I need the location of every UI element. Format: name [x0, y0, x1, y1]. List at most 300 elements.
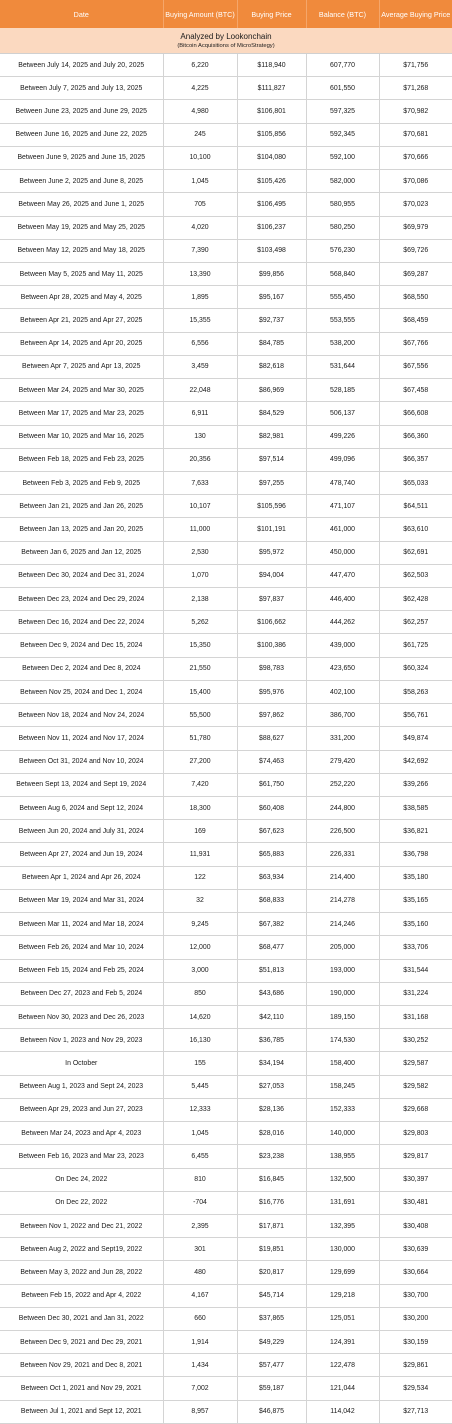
average-price-cell: $62,257: [379, 611, 452, 634]
buying-price-cell: $94,004: [237, 564, 306, 587]
buying-price-cell: $19,851: [237, 1238, 306, 1261]
table-row: [0, 54, 452, 77]
balance-cell: 402,100: [306, 680, 379, 703]
date-cell: Between Nov 29, 2021 and Dec 8, 2021: [0, 1354, 163, 1377]
date-cell: Between Feb 26, 2024 and Mar 10, 2024: [0, 936, 163, 959]
header-buying-amount: Buying Amount (BTC): [163, 0, 237, 28]
average-price-cell: $30,408: [379, 1214, 452, 1237]
buying-amount-cell: -704: [163, 1191, 237, 1214]
date-cell: Between June 2, 2025 and June 8, 2025: [0, 170, 163, 193]
date-cell: Between Apr 21, 2025 and Apr 27, 2025: [0, 309, 163, 332]
table-row: [0, 1331, 452, 1354]
table-row: [0, 77, 452, 100]
average-price-cell: $56,761: [379, 704, 452, 727]
buying-price-cell: $99,856: [237, 262, 306, 285]
banner-cell: [0, 28, 452, 54]
average-price-cell: $67,766: [379, 332, 452, 355]
table-row: [0, 1075, 452, 1098]
average-price-cell: $70,666: [379, 146, 452, 169]
banner-title: Analyzed by Lookonchain: [180, 31, 272, 41]
balance-cell: 528,185: [306, 379, 379, 402]
date-cell: Between May 19, 2025 and May 25, 2025: [0, 216, 163, 239]
average-price-cell: $29,534: [379, 1377, 452, 1400]
table-row: [0, 1052, 452, 1075]
buying-price-cell: $86,969: [237, 379, 306, 402]
date-cell: Between Nov 25, 2024 and Dec 1, 2024: [0, 680, 163, 703]
buying-amount-cell: 4,225: [163, 77, 237, 100]
average-price-cell: $62,428: [379, 588, 452, 611]
buying-amount-cell: 169: [163, 820, 237, 843]
table-row: [0, 611, 452, 634]
buying-amount-cell: 6,220: [163, 54, 237, 77]
balance-cell: 439,000: [306, 634, 379, 657]
balance-cell: 331,200: [306, 727, 379, 750]
date-cell: Between Aug 1, 2023 and Sept 24, 2023: [0, 1075, 163, 1098]
buying-amount-cell: 11,931: [163, 843, 237, 866]
average-price-cell: $30,200: [379, 1307, 452, 1330]
header-buying-price: Buying Price: [237, 0, 306, 28]
average-price-cell: $35,160: [379, 913, 452, 936]
date-cell: Between May 12, 2025 and May 18, 2025: [0, 239, 163, 262]
table-row: [0, 448, 452, 471]
buying-amount-cell: 155: [163, 1052, 237, 1075]
table-row: [0, 193, 452, 216]
buying-amount-cell: 1,045: [163, 170, 237, 193]
buying-price-cell: $97,837: [237, 588, 306, 611]
buying-price-cell: $98,783: [237, 657, 306, 680]
buying-amount-cell: 16,130: [163, 1029, 237, 1052]
balance-cell: 226,500: [306, 820, 379, 843]
average-price-cell: $29,668: [379, 1098, 452, 1121]
balance-cell: 129,218: [306, 1284, 379, 1307]
table-row: [0, 1284, 452, 1307]
date-cell: Between Nov 1, 2022 and Dec 21, 2022: [0, 1214, 163, 1237]
average-price-cell: $67,458: [379, 379, 452, 402]
date-cell: Between Dec 30, 2021 and Jan 31, 2022: [0, 1307, 163, 1330]
balance-cell: 125,051: [306, 1307, 379, 1330]
date-cell: Between July 7, 2025 and July 13, 2025: [0, 77, 163, 100]
date-cell: Between Feb 16, 2023 and Mar 23, 2023: [0, 1145, 163, 1168]
buying-price-cell: $106,801: [237, 100, 306, 123]
buying-amount-cell: 21,550: [163, 657, 237, 680]
buying-price-cell: $46,875: [237, 1400, 306, 1423]
header-date: Date: [0, 0, 163, 28]
balance-cell: 555,450: [306, 286, 379, 309]
average-price-cell: $30,700: [379, 1284, 452, 1307]
balance-cell: 158,400: [306, 1052, 379, 1075]
balance-cell: 499,226: [306, 425, 379, 448]
balance-cell: 252,220: [306, 773, 379, 796]
balance-cell: 450,000: [306, 541, 379, 564]
table-row: [0, 797, 452, 820]
date-cell: Between Mar 24, 2023 and Apr 4, 2023: [0, 1122, 163, 1145]
average-price-cell: $29,582: [379, 1075, 452, 1098]
average-price-cell: $65,033: [379, 471, 452, 494]
table-row: [0, 239, 452, 262]
table-row: [0, 425, 452, 448]
table-row: [0, 262, 452, 285]
average-price-cell: $71,756: [379, 54, 452, 77]
average-price-cell: $60,324: [379, 657, 452, 680]
average-price-cell: $30,481: [379, 1191, 452, 1214]
average-price-cell: $36,798: [379, 843, 452, 866]
buying-price-cell: $84,529: [237, 402, 306, 425]
average-price-cell: $38,585: [379, 797, 452, 820]
balance-cell: 471,107: [306, 495, 379, 518]
table-row: [0, 1122, 452, 1145]
date-cell: In October: [0, 1052, 163, 1075]
buying-price-cell: $106,662: [237, 611, 306, 634]
date-cell: Between May 26, 2025 and June 1, 2025: [0, 193, 163, 216]
table-row: [0, 1400, 452, 1423]
table-row: [0, 1029, 452, 1052]
date-cell: Between Oct 31, 2024 and Nov 10, 2024: [0, 750, 163, 773]
buying-amount-cell: 55,500: [163, 704, 237, 727]
date-cell: Between Aug 6, 2024 and Sept 12, 2024: [0, 797, 163, 820]
date-cell: Between July 14, 2025 and July 20, 2025: [0, 54, 163, 77]
table-row: [0, 1145, 452, 1168]
date-cell: Between June 23, 2025 and June 29, 2025: [0, 100, 163, 123]
table-row: [0, 982, 452, 1005]
buying-price-cell: $95,976: [237, 680, 306, 703]
average-price-cell: $62,691: [379, 541, 452, 564]
buying-amount-cell: 7,633: [163, 471, 237, 494]
average-price-cell: $35,180: [379, 866, 452, 889]
balance-cell: 506,137: [306, 402, 379, 425]
balance-cell: 205,000: [306, 936, 379, 959]
buying-price-cell: $104,080: [237, 146, 306, 169]
table-header: [0, 0, 452, 28]
buying-amount-cell: 6,556: [163, 332, 237, 355]
buying-amount-cell: 18,300: [163, 797, 237, 820]
buying-amount-cell: 32: [163, 889, 237, 912]
buying-amount-cell: 12,000: [163, 936, 237, 959]
balance-cell: 597,325: [306, 100, 379, 123]
buying-price-cell: $17,871: [237, 1214, 306, 1237]
balance-cell: 124,391: [306, 1331, 379, 1354]
date-cell: On Dec 22, 2022: [0, 1191, 163, 1214]
date-cell: Between Dec 9, 2024 and Dec 15, 2024: [0, 634, 163, 657]
buying-amount-cell: 480: [163, 1261, 237, 1284]
average-price-cell: $42,692: [379, 750, 452, 773]
buying-amount-cell: 3,000: [163, 959, 237, 982]
buying-amount-cell: 130: [163, 425, 237, 448]
balance-cell: 121,044: [306, 1377, 379, 1400]
average-price-cell: $29,587: [379, 1052, 452, 1075]
buying-price-cell: $68,477: [237, 936, 306, 959]
buying-price-cell: $28,016: [237, 1122, 306, 1145]
date-cell: Between June 16, 2025 and June 22, 2025: [0, 123, 163, 146]
average-price-cell: $70,086: [379, 170, 452, 193]
balance-cell: 531,644: [306, 355, 379, 378]
table-row: [0, 750, 452, 773]
date-cell: Between Jan 21, 2025 and Jan 26, 2025: [0, 495, 163, 518]
balance-cell: 580,955: [306, 193, 379, 216]
balance-cell: 214,278: [306, 889, 379, 912]
buying-amount-cell: 10,100: [163, 146, 237, 169]
buying-price-cell: $34,194: [237, 1052, 306, 1075]
date-cell: Between Apr 28, 2025 and May 4, 2025: [0, 286, 163, 309]
table-row: [0, 1238, 452, 1261]
balance-cell: 114,042: [306, 1400, 379, 1423]
date-cell: Between Dec 2, 2024 and Dec 8, 2024: [0, 657, 163, 680]
balance-cell: 499,096: [306, 448, 379, 471]
buying-amount-cell: 1,045: [163, 1122, 237, 1145]
table-row: [0, 170, 452, 193]
balance-cell: 193,000: [306, 959, 379, 982]
balance-cell: 138,955: [306, 1145, 379, 1168]
buying-amount-cell: 9,245: [163, 913, 237, 936]
buying-price-cell: $101,191: [237, 518, 306, 541]
average-price-cell: $30,397: [379, 1168, 452, 1191]
buying-price-cell: $95,972: [237, 541, 306, 564]
buying-price-cell: $37,865: [237, 1307, 306, 1330]
buying-amount-cell: 301: [163, 1238, 237, 1261]
balance-cell: 158,245: [306, 1075, 379, 1098]
balance-cell: 122,478: [306, 1354, 379, 1377]
buying-amount-cell: 245: [163, 123, 237, 146]
balance-cell: 538,200: [306, 332, 379, 355]
table-row: [0, 889, 452, 912]
average-price-cell: $31,224: [379, 982, 452, 1005]
average-price-cell: $71,268: [379, 77, 452, 100]
buying-price-cell: $63,934: [237, 866, 306, 889]
buying-price-cell: $82,618: [237, 355, 306, 378]
buying-amount-cell: 14,620: [163, 1005, 237, 1028]
buying-amount-cell: 22,048: [163, 379, 237, 402]
date-cell: Between Apr 1, 2024 and Apr 26, 2024: [0, 866, 163, 889]
date-cell: Between Mar 11, 2024 and Mar 18, 2024: [0, 913, 163, 936]
buying-price-cell: $27,053: [237, 1075, 306, 1098]
balance-cell: 601,550: [306, 77, 379, 100]
buying-amount-cell: 13,390: [163, 262, 237, 285]
average-price-cell: $69,287: [379, 262, 452, 285]
date-cell: Between Nov 11, 2024 and Nov 17, 2024: [0, 727, 163, 750]
average-price-cell: $35,165: [379, 889, 452, 912]
date-cell: Between May 5, 2025 and May 11, 2025: [0, 262, 163, 285]
table-row: [0, 1261, 452, 1284]
table-row: [0, 309, 452, 332]
average-price-cell: $66,360: [379, 425, 452, 448]
balance-cell: 478,740: [306, 471, 379, 494]
date-cell: Between Feb 18, 2025 and Feb 23, 2025: [0, 448, 163, 471]
buying-price-cell: $82,981: [237, 425, 306, 448]
buying-price-cell: $61,750: [237, 773, 306, 796]
date-cell: Between Apr 7, 2025 and Apr 13, 2025: [0, 355, 163, 378]
date-cell: Between Feb 3, 2025 and Feb 9, 2025: [0, 471, 163, 494]
balance-cell: 214,400: [306, 866, 379, 889]
date-cell: Between Apr 27, 2024 and Jun 19, 2024: [0, 843, 163, 866]
average-price-cell: $31,168: [379, 1005, 452, 1028]
average-price-cell: $36,821: [379, 820, 452, 843]
buying-amount-cell: 1,434: [163, 1354, 237, 1377]
average-price-cell: $30,159: [379, 1331, 452, 1354]
table-row: [0, 471, 452, 494]
table-body: [0, 54, 452, 1424]
balance-cell: 132,500: [306, 1168, 379, 1191]
date-cell: Between Sept 13, 2024 and Sept 19, 2024: [0, 773, 163, 796]
buying-price-cell: $103,498: [237, 239, 306, 262]
buying-price-cell: $74,463: [237, 750, 306, 773]
buying-amount-cell: 1,895: [163, 286, 237, 309]
buying-amount-cell: 15,400: [163, 680, 237, 703]
average-price-cell: $30,639: [379, 1238, 452, 1261]
date-cell: Between Feb 15, 2022 and Apr 4, 2022: [0, 1284, 163, 1307]
balance-cell: 446,400: [306, 588, 379, 611]
buying-price-cell: $42,110: [237, 1005, 306, 1028]
table-row: [0, 146, 452, 169]
buying-price-cell: $97,862: [237, 704, 306, 727]
average-price-cell: $66,608: [379, 402, 452, 425]
buying-price-cell: $68,833: [237, 889, 306, 912]
banner-subtitle: (Bitcoin Acquisitions of MicroStrategy): [177, 42, 275, 49]
buying-price-cell: $57,477: [237, 1354, 306, 1377]
date-cell: Between June 9, 2025 and June 15, 2025: [0, 146, 163, 169]
buying-price-cell: $92,737: [237, 309, 306, 332]
buying-amount-cell: 6,455: [163, 1145, 237, 1168]
average-price-cell: $49,874: [379, 727, 452, 750]
average-price-cell: $67,556: [379, 355, 452, 378]
date-cell: Between Mar 19, 2024 and Mar 31, 2024: [0, 889, 163, 912]
balance-cell: 592,100: [306, 146, 379, 169]
balance-cell: 190,000: [306, 982, 379, 1005]
average-price-cell: $70,982: [379, 100, 452, 123]
buying-amount-cell: 122: [163, 866, 237, 889]
buying-price-cell: $105,596: [237, 495, 306, 518]
date-cell: Between Jan 6, 2025 and Jan 12, 2025: [0, 541, 163, 564]
buying-amount-cell: 1,914: [163, 1331, 237, 1354]
table-row: [0, 379, 452, 402]
buying-amount-cell: 4,167: [163, 1284, 237, 1307]
average-price-cell: $69,979: [379, 216, 452, 239]
average-price-cell: $58,263: [379, 680, 452, 703]
buying-price-cell: $106,237: [237, 216, 306, 239]
date-cell: Between Mar 17, 2025 and Mar 23, 2025: [0, 402, 163, 425]
balance-cell: 447,470: [306, 564, 379, 587]
buying-amount-cell: 3,459: [163, 355, 237, 378]
buying-amount-cell: 2,395: [163, 1214, 237, 1237]
buying-amount-cell: 11,000: [163, 518, 237, 541]
balance-cell: 582,000: [306, 170, 379, 193]
buying-price-cell: $23,238: [237, 1145, 306, 1168]
average-price-cell: $68,550: [379, 286, 452, 309]
buying-price-cell: $16,845: [237, 1168, 306, 1191]
table-row: [0, 1005, 452, 1028]
balance-cell: 607,770: [306, 54, 379, 77]
table-row: [0, 1354, 452, 1377]
balance-cell: 244,800: [306, 797, 379, 820]
buying-amount-cell: 2,530: [163, 541, 237, 564]
table-row: [0, 657, 452, 680]
buying-amount-cell: 4,020: [163, 216, 237, 239]
average-price-cell: $33,706: [379, 936, 452, 959]
buying-price-cell: $16,776: [237, 1191, 306, 1214]
buying-amount-cell: 8,957: [163, 1400, 237, 1423]
buying-price-cell: $84,785: [237, 332, 306, 355]
table-row: [0, 564, 452, 587]
table-row: [0, 680, 452, 703]
table-row: [0, 402, 452, 425]
balance-cell: 576,230: [306, 239, 379, 262]
buying-amount-cell: 705: [163, 193, 237, 216]
buying-amount-cell: 15,355: [163, 309, 237, 332]
average-price-cell: $29,817: [379, 1145, 452, 1168]
average-price-cell: $31,544: [379, 959, 452, 982]
balance-cell: 423,650: [306, 657, 379, 680]
balance-cell: 132,395: [306, 1214, 379, 1237]
table-row: [0, 913, 452, 936]
buying-amount-cell: 660: [163, 1307, 237, 1330]
buying-amount-cell: 7,390: [163, 239, 237, 262]
average-price-cell: $30,252: [379, 1029, 452, 1052]
table-row: [0, 495, 452, 518]
buying-price-cell: $105,856: [237, 123, 306, 146]
table-row: [0, 1307, 452, 1330]
table-row: [0, 1098, 452, 1121]
date-cell: Between Apr 14, 2025 and Apr 20, 2025: [0, 332, 163, 355]
table-row: [0, 773, 452, 796]
analysis-banner: [0, 28, 452, 54]
buying-amount-cell: 6,911: [163, 402, 237, 425]
average-price-cell: $63,610: [379, 518, 452, 541]
average-price-cell: $70,023: [379, 193, 452, 216]
date-cell: Between Jan 13, 2025 and Jan 20, 2025: [0, 518, 163, 541]
balance-cell: 553,555: [306, 309, 379, 332]
date-cell: Between Apr 29, 2023 and Jun 27, 2023: [0, 1098, 163, 1121]
table-row: [0, 843, 452, 866]
average-price-cell: $27,713: [379, 1400, 452, 1423]
average-price-cell: $61,725: [379, 634, 452, 657]
average-price-cell: $66,357: [379, 448, 452, 471]
buying-price-cell: $100,386: [237, 634, 306, 657]
table-row: [0, 216, 452, 239]
buying-amount-cell: 5,262: [163, 611, 237, 634]
buying-price-cell: $60,408: [237, 797, 306, 820]
table-row: [0, 1191, 452, 1214]
date-cell: Between Dec 9, 2021 and Dec 29, 2021: [0, 1331, 163, 1354]
buying-price-cell: $59,187: [237, 1377, 306, 1400]
balance-cell: 189,150: [306, 1005, 379, 1028]
buying-amount-cell: 850: [163, 982, 237, 1005]
buying-amount-cell: 810: [163, 1168, 237, 1191]
date-cell: Between Jul 1, 2021 and Sept 12, 2021: [0, 1400, 163, 1423]
balance-cell: 444,262: [306, 611, 379, 634]
average-price-cell: $69,726: [379, 239, 452, 262]
balance-cell: 592,345: [306, 123, 379, 146]
date-cell: Between Feb 15, 2024 and Feb 25, 2024: [0, 959, 163, 982]
buying-amount-cell: 15,350: [163, 634, 237, 657]
buying-amount-cell: 5,445: [163, 1075, 237, 1098]
buying-amount-cell: 7,002: [163, 1377, 237, 1400]
buying-price-cell: $88,627: [237, 727, 306, 750]
buying-price-cell: $51,813: [237, 959, 306, 982]
buying-price-cell: $111,827: [237, 77, 306, 100]
table-row: [0, 727, 452, 750]
buying-amount-cell: 2,138: [163, 588, 237, 611]
table-row: [0, 518, 452, 541]
average-price-cell: $68,459: [379, 309, 452, 332]
header-average-buying-price: Average Buying Price: [379, 0, 452, 28]
table-row: [0, 355, 452, 378]
table-row: [0, 959, 452, 982]
buying-price-cell: $105,426: [237, 170, 306, 193]
header-balance: Balance (BTC): [306, 0, 379, 28]
date-cell: Between Nov 30, 2023 and Dec 26, 2023: [0, 1005, 163, 1028]
date-cell: Between Jun 20, 2024 and July 31, 2024: [0, 820, 163, 843]
average-price-cell: $62,503: [379, 564, 452, 587]
balance-cell: 130,000: [306, 1238, 379, 1261]
balance-cell: 131,691: [306, 1191, 379, 1214]
